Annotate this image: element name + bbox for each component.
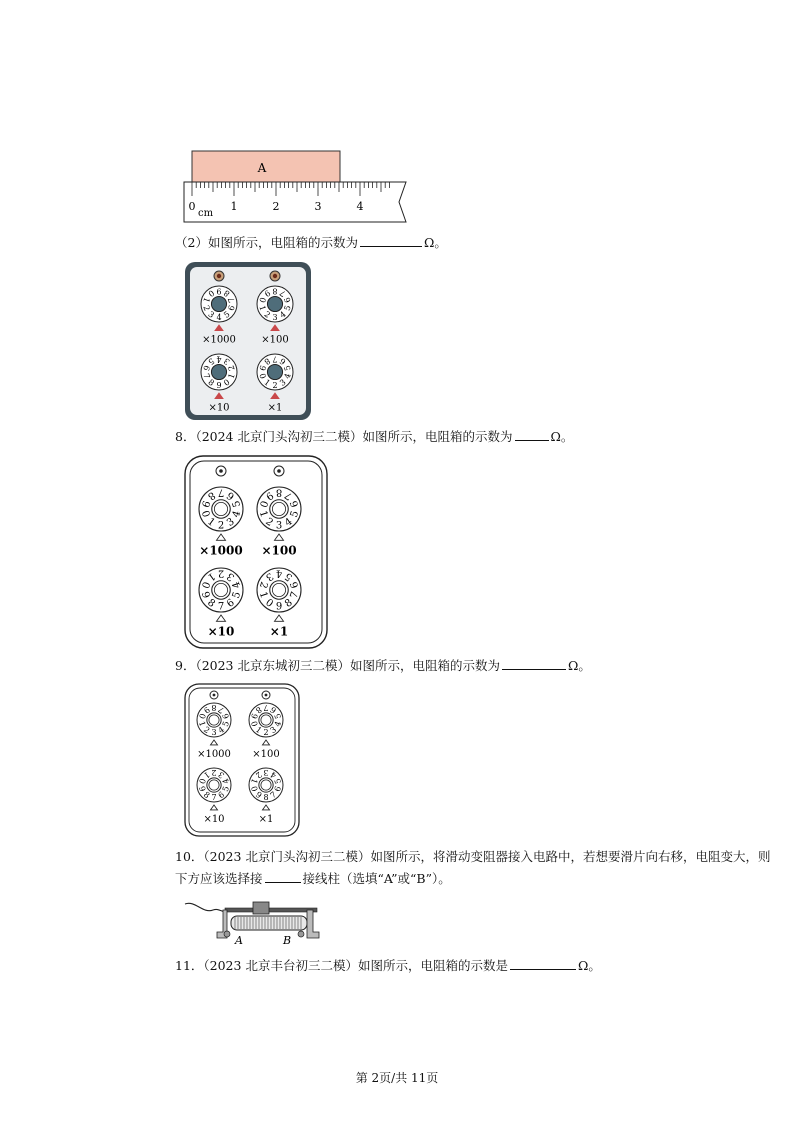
dial-digit: 2 xyxy=(263,728,269,738)
dial-digit: 1 xyxy=(201,296,212,304)
dial-digit: 4 xyxy=(230,580,244,590)
resistance-dial[interactable] xyxy=(197,768,231,802)
q7-2-unit: Ω。 xyxy=(423,235,447,250)
dial-digit: 8 xyxy=(283,597,295,610)
dial-digit: 0 xyxy=(198,509,212,519)
q8-unit: Ω。 xyxy=(550,429,574,444)
dial-digit: 8 xyxy=(206,377,216,388)
dial-digit: 8 xyxy=(201,790,212,801)
terminal-a[interactable] xyxy=(224,931,230,937)
dial-digit: 8 xyxy=(205,597,217,610)
dial-multiplier-label: ×100 xyxy=(252,748,280,760)
q10-answer-blank[interactable] xyxy=(265,869,301,883)
dial-digit: 5 xyxy=(220,720,231,728)
dial-digit: 1 xyxy=(256,590,270,600)
question-11 xyxy=(175,955,601,977)
dial-digit: 6 xyxy=(272,785,283,793)
dial-digit: 9 xyxy=(198,590,212,600)
dial-digit: 8 xyxy=(272,286,278,296)
dial-digit: 4 xyxy=(272,720,283,728)
dial-digit: 2 xyxy=(217,520,225,532)
dial-digit: 7 xyxy=(268,790,279,801)
q8-answer-blank[interactable] xyxy=(515,427,549,441)
dial-multiplier-label: ×1000 xyxy=(202,334,236,346)
dial-digit: 5 xyxy=(230,499,244,509)
dial-digit: 8 xyxy=(253,704,264,715)
q9-unit: Ω。 xyxy=(568,658,591,673)
sliding-rheostat-figure xyxy=(183,896,323,948)
dial-digit: 6 xyxy=(216,790,227,801)
dial-digit: 0 xyxy=(256,499,270,509)
dial-digit: 5 xyxy=(272,777,283,785)
dial-digit: 5 xyxy=(288,509,302,519)
dial-digit: 3 xyxy=(222,356,232,367)
dial-digit: 0 xyxy=(197,777,208,785)
resistance-box-1 xyxy=(183,260,313,422)
dial-digit: 3 xyxy=(211,728,217,738)
dial-digit: 3 xyxy=(272,312,278,322)
dial-digit: 2 xyxy=(253,769,264,780)
ruler-tick-label: 1 xyxy=(230,200,238,213)
dial-digit: 2 xyxy=(262,309,272,320)
dial-digit: 5 xyxy=(206,356,216,367)
question-7-2 xyxy=(175,232,447,254)
dial-digit: 4 xyxy=(220,777,231,785)
dial-digit: 1 xyxy=(201,769,212,780)
resistance-dial[interactable] xyxy=(201,354,237,390)
resistance-dial[interactable] xyxy=(257,286,293,322)
dial-multiplier-label: ×10 xyxy=(208,402,230,414)
dial-digit: 0 xyxy=(257,372,268,380)
dial-digit: 1 xyxy=(226,372,237,380)
q10-line2 xyxy=(175,868,770,890)
dial-digit: 9 xyxy=(253,790,264,801)
dial-digit: 4 xyxy=(216,312,222,322)
ruler-figure xyxy=(180,148,410,226)
resistance-dial[interactable] xyxy=(201,286,237,322)
dial-digit: 8 xyxy=(262,356,272,367)
dial-digit: 1 xyxy=(205,570,217,583)
dial-digit: 4 xyxy=(275,567,283,579)
dial-digit: 5 xyxy=(222,309,232,320)
dial-digit: 6 xyxy=(288,499,302,509)
question-9 xyxy=(175,655,591,677)
dial-digit: 4 xyxy=(268,769,279,780)
dial-digit: 0 xyxy=(257,296,268,304)
dial-digit: 2 xyxy=(226,364,237,372)
dial-digit: 0 xyxy=(263,597,275,610)
dial-digit: 9 xyxy=(249,712,260,720)
dial-digit: 6 xyxy=(225,489,237,502)
dial-digit: 5 xyxy=(282,304,293,312)
dial-digit: 4 xyxy=(278,309,288,320)
dial-digit: 8 xyxy=(263,793,269,803)
dial-digit: 5 xyxy=(220,785,231,793)
dial-digit: 7 xyxy=(211,793,217,803)
dial-digit: 9 xyxy=(201,704,212,715)
dial-digit: 7 xyxy=(263,702,269,712)
dial-digit: 4 xyxy=(216,354,222,364)
dial-digit: 7 xyxy=(201,372,212,380)
dial-digit: 7 xyxy=(217,601,225,613)
dial-digit: 2 xyxy=(211,767,217,777)
resistance-dial[interactable] xyxy=(257,487,301,532)
dial-digit: 0 xyxy=(197,712,208,720)
q10-line1: 10．（2023 北京门头沟初三二模）如图所示，将滑动变阻器接入电路中，若想要滑片向右移，电阻变大，则 xyxy=(175,849,771,864)
slider-rod xyxy=(225,908,317,912)
dial-digit: 0 xyxy=(198,580,212,590)
dial-digit: 9 xyxy=(216,380,222,390)
dial-digit: 0 xyxy=(249,720,260,728)
question-8 xyxy=(175,426,573,448)
ruler-tick-label: 4 xyxy=(356,200,364,213)
dial-digit: 4 xyxy=(282,372,293,380)
dial-digit: 8 xyxy=(275,486,283,498)
dial-digit: 3 xyxy=(216,769,227,780)
dial-digit: 7 xyxy=(278,288,288,299)
q7-2-text: （2）如图所示，电阻箱的示数为 xyxy=(175,235,358,250)
q10-line2-post: 接线柱（选填“A”或“B”）。 xyxy=(302,871,451,886)
dial-digit: 9 xyxy=(197,785,208,793)
dial-digit: 0 xyxy=(206,288,216,299)
resistance-box-2 xyxy=(183,454,329,650)
dial-digit: 8 xyxy=(222,288,232,299)
block-a-label: A xyxy=(257,161,267,175)
dial-digit: 2 xyxy=(272,380,278,390)
resistance-dial[interactable] xyxy=(199,487,243,532)
dial-digit: 7 xyxy=(226,296,237,304)
dial-digit: 6 xyxy=(268,704,279,715)
dial-digit: 6 xyxy=(226,304,237,312)
resistance-dial[interactable] xyxy=(257,354,293,390)
dial-digit: 2 xyxy=(256,580,270,590)
dial-digit: 6 xyxy=(288,580,302,590)
dial-digit: 2 xyxy=(217,567,225,579)
resistance-coil xyxy=(231,916,307,930)
dial-digit: 3 xyxy=(278,377,288,388)
dial-multiplier-label: ×1 xyxy=(267,402,283,414)
dial-digit: 9 xyxy=(198,499,212,509)
dial-digit: 1 xyxy=(205,516,217,529)
q11-text: 11．（2023 北京丰台初三二模）如图所示，电阻箱的示数是 xyxy=(175,958,508,973)
dial-digit: 1 xyxy=(197,720,208,728)
dial-multiplier-label: ×10 xyxy=(207,624,235,639)
dial-digit: 3 xyxy=(268,725,279,736)
lead-wire xyxy=(185,903,227,912)
dial-digit: 4 xyxy=(283,516,295,529)
dial-multiplier-label: ×1 xyxy=(258,813,274,825)
dial-digit: 7 xyxy=(283,489,295,502)
dial-digit: 5 xyxy=(230,590,244,600)
page-footer: 第 2页/共 11页 xyxy=(355,1071,439,1085)
dial-digit: 4 xyxy=(230,509,244,519)
terminal-a-label: A xyxy=(235,934,243,947)
right-bracket xyxy=(307,910,319,938)
dial-multiplier-label: ×1000 xyxy=(197,748,231,760)
ruler-tick-label: 2 xyxy=(272,200,280,213)
dial-digit: 6 xyxy=(282,296,293,304)
dial-multiplier-label: ×1000 xyxy=(199,543,243,558)
dial-digit: 0 xyxy=(249,785,260,793)
dial-digit: 5 xyxy=(283,570,295,583)
dial-digit: 5 xyxy=(272,712,283,720)
terminal-b[interactable] xyxy=(298,931,304,937)
ruler-tick-label: 0 xyxy=(188,200,196,213)
q9-answer-blank[interactable] xyxy=(502,656,566,670)
resistance-dial[interactable] xyxy=(249,703,283,737)
question-10 xyxy=(175,846,770,890)
q8-text: 8．（2024 北京门头沟初三二模）如图所示，电阻箱的示数为 xyxy=(175,429,513,444)
dial-digit: 8 xyxy=(205,489,217,502)
q11-answer-blank[interactable] xyxy=(510,956,576,970)
dial-digit: 6 xyxy=(225,597,237,610)
dial-digit: 2 xyxy=(201,304,212,312)
q9-text: 9．（2023 北京东城初三二模）如图所示，电阻箱的示数为 xyxy=(175,658,500,673)
dial-digit: 1 xyxy=(256,509,270,519)
dial-digit: 4 xyxy=(216,725,227,736)
dial-digit: 8 xyxy=(211,702,217,712)
dial-digit: 1 xyxy=(253,725,264,736)
dial-digit: 7 xyxy=(288,590,302,600)
dial-digit: 7 xyxy=(217,486,225,498)
dial-digit: 6 xyxy=(278,356,288,367)
dial-digit: 6 xyxy=(220,712,231,720)
dial-digit: 6 xyxy=(201,364,212,372)
dial-digit: 1 xyxy=(249,777,260,785)
resistance-dial[interactable] xyxy=(199,568,243,613)
terminal-b-label: B xyxy=(283,934,292,947)
dial-digit: 1 xyxy=(257,304,268,312)
dial-digit: 5 xyxy=(282,364,293,372)
dial-digit: 2 xyxy=(263,516,275,529)
dial-digit: 9 xyxy=(257,364,268,372)
resistance-dial[interactable] xyxy=(249,768,283,802)
dial-multiplier-label: ×100 xyxy=(261,334,289,346)
dial-digit: 9 xyxy=(275,601,283,613)
dial-digit: 3 xyxy=(263,767,269,777)
slider[interactable] xyxy=(253,902,269,914)
resistance-dial[interactable] xyxy=(257,568,301,613)
dial-digit: 7 xyxy=(216,704,227,715)
dial-digit: 7 xyxy=(272,354,278,364)
dial-multiplier-label: ×100 xyxy=(261,543,297,558)
dial-digit: 3 xyxy=(225,570,237,583)
resistance-dial[interactable] xyxy=(197,703,231,737)
dial-digit: 9 xyxy=(262,288,272,299)
ruler-tick-label: 3 xyxy=(314,200,322,213)
dial-digit: 3 xyxy=(206,309,216,320)
dial-multiplier-label: ×10 xyxy=(203,813,225,825)
dial-digit: 3 xyxy=(263,570,275,583)
dial-digit: 2 xyxy=(201,725,212,736)
dial-multiplier-label: ×1 xyxy=(269,624,289,639)
dial-digit: 3 xyxy=(225,516,237,529)
resistance-box-3 xyxy=(183,682,301,838)
dial-digit: 9 xyxy=(216,286,222,296)
q10-line2-pre: 下方应该选择接 xyxy=(175,871,263,886)
dial-digit: 1 xyxy=(262,377,272,388)
q11-unit: Ω。 xyxy=(577,958,601,973)
dial-digit: 0 xyxy=(222,377,232,388)
dial-digit: 9 xyxy=(263,489,275,502)
q7-2-answer-blank[interactable] xyxy=(360,233,422,247)
dial-digit: 3 xyxy=(275,520,283,532)
ruler-unit: cm xyxy=(198,208,214,219)
